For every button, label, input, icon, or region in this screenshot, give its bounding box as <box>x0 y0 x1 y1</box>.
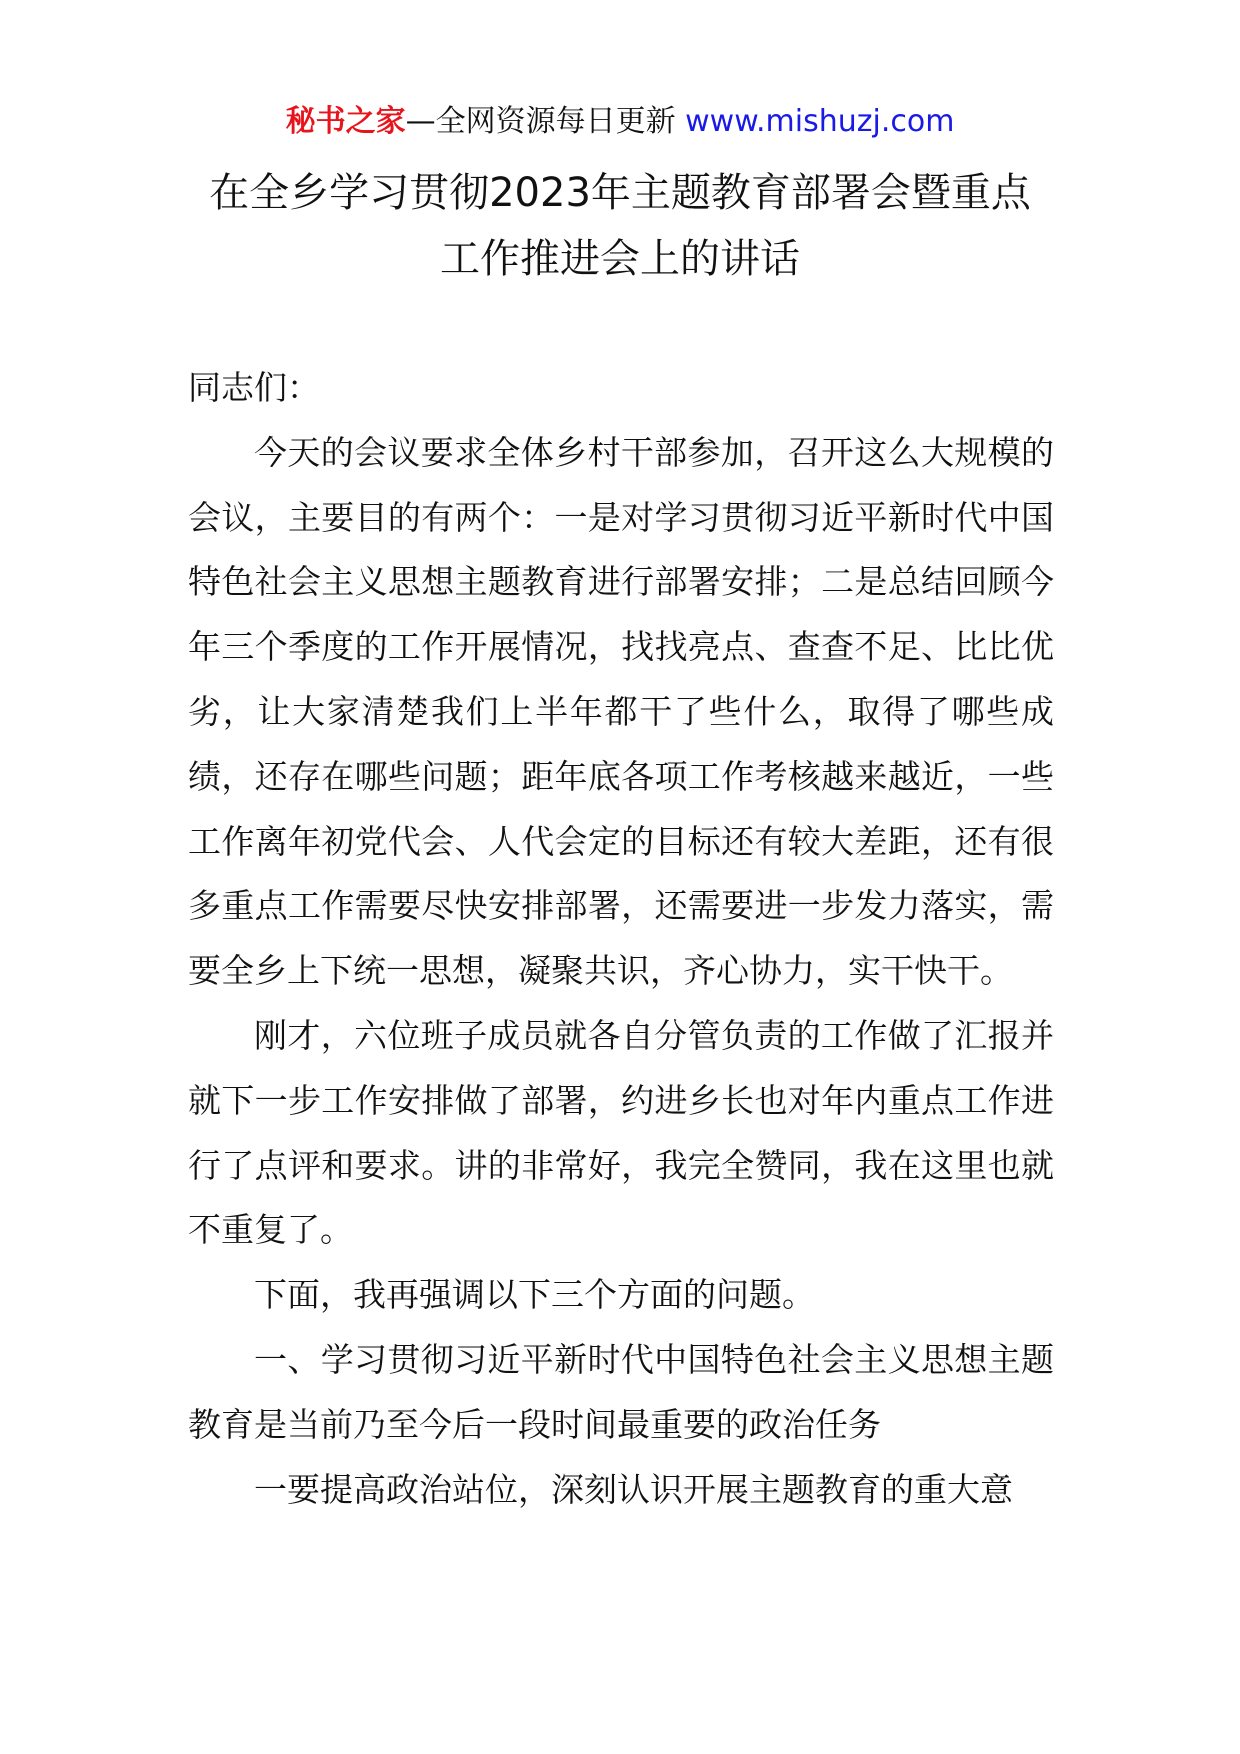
salutation: 同志们： <box>188 368 320 407</box>
title-line-1: 在全乡学习贯彻2023年主题教育部署会暨重点 <box>209 170 1031 216</box>
title-line-2: 工作推进会上的讲话 <box>440 236 800 282</box>
paragraph: 刚才，六位班子成员就各自分管负责的工作做了汇报并就下一步工作安排做了部署，约进乡长也对年内重点工作进行了点评和要求。讲的非常好，我完全赞同，我在这里也就不重复了。 <box>188 1015 1054 1250</box>
header-tagline: —全网资源每日更新 <box>405 104 676 139</box>
document-body <box>188 356 1054 1522</box>
paragraph: 今天的会议要求全体乡村干部参加，召开这么大规模的会议，主要目的有两个：一是对学习贯彻习近平新时代中国特色社会主义思想主题教育进行部署安排；二是总结回顾今年三个季度的工作开展情况，找找亮点、查查不足、比比优劣，让大家清楚我们上半年都干了些什么，取得了哪些成绩，还存在哪些问题；距年底各项工作考核越来越近，一些工作离年初党代会、人代会定的目标还有较大差距，还有很多重点工作需要尽快安排部署，还需要进一步发力落实，需要全乡上下统一思想，凝聚共识，齐心协力，实干快干。 <box>188 432 1054 991</box>
section-heading: 一、学习贯彻习近平新时代中国特色社会主义思想主题教育是当前乃至今后一段时间最重要的政治任务 <box>188 1339 1054 1444</box>
site-url-link[interactable]: www.mishuzj.com <box>685 104 955 139</box>
document-title <box>150 160 1090 292</box>
brand-name: 秘书之家 <box>285 104 406 139</box>
paragraph: 一要提高政治站位，深刻认识开展主题教育的重大意 <box>254 1469 1013 1509</box>
paragraph: 下面，我再强调以下三个方面的问题。 <box>254 1275 815 1315</box>
site-header <box>0 100 1240 144</box>
